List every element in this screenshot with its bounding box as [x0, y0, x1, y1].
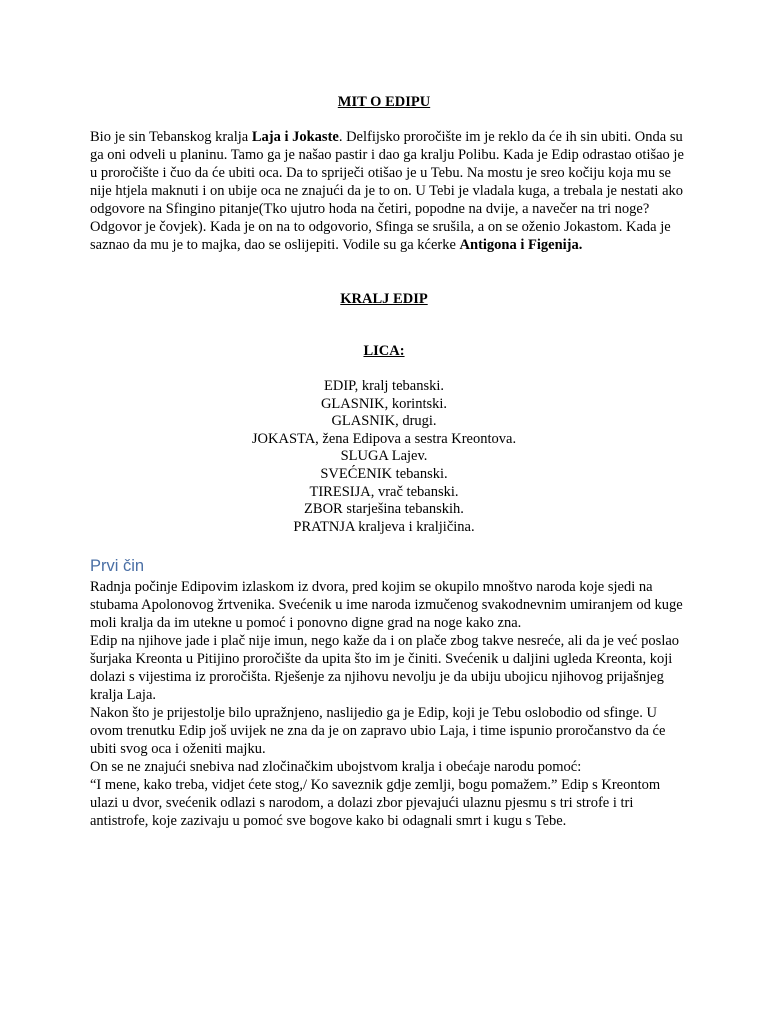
- intro-text-2: . Delfijsko proročište im je reklo da će ih sin ubiti. Onda su ga oni odveli u planinu. Tamo ga je našao pastir i dao ga kralju Polibu. Kada je Edip odrastao otišao je u proročište i čuo da će ubiti oca. Da to spriječi otišao je u Tebu. Na mostu je sreo kočiju koja mu se nije htjela maknuti i on ubije oca ne znajući da je to on. U Tebi je vladala kuga, a trebala je nestati ako odgovore na Sfingino pitanje(Tko ujutro hoda na četiri, popodne na dvije, a navečer na tri noge? Odgovor je čovjek). Kada je on na to odgovorio, Sfinga se srušila, a on se oženio Jokastom. Kada je saznao da mu je to majka, dao se oslijepiti. Vodile su ga kćerke: [90, 129, 684, 253]
- cast-item: GLASNIK, drugi.: [331, 413, 437, 430]
- cast-item: GLASNIK, korintski.: [320, 395, 448, 412]
- intro-bold-parents: Laja i Jokaste: [251, 129, 339, 145]
- act-paragraph: “I mene, kako treba, vidjet ćete stog,/ Ko saveznik gdje zemlji, bogu pomažem.” Edip s Kreontom ulazi u dvor, svećenik odlazi s narodom, a dolazi zbor pjevajući ulaznu pjesmu s tri strofe i tri antistrofe, koje zazivaju u pomoć sve bogove kako bi odagnali smrt i kugu s Tebe.: [90, 777, 661, 829]
- play-heading: KRALJ EDIP: [340, 291, 428, 307]
- intro-text-1: Bio je sin Tebanskog kralja: [90, 129, 252, 145]
- act-heading: Prvi čin: [90, 557, 145, 575]
- cast-item: JOKASTA, žena Edipova a sestra Kreontova.: [251, 430, 517, 447]
- cast-list: [0, 378, 768, 536]
- cast-item: PRATNJA kraljeva i kraljičina.: [293, 518, 475, 535]
- act-paragraph: Nakon što je prijestolje bilo upražnjeno, naslijedio ga je Edip, koji je Tebu oslobodio od sfinge. U ovom trenutku Edip još uvijek ne zna da je on zapravo ubio Laja, i time ispunio proročanstvo da će ubiti svog oca i oženiti majku.: [90, 705, 666, 757]
- cast-item: EDIP, kralj tebanski.: [323, 378, 444, 394]
- cast-item: ZBOR starješina tebanskih.: [304, 501, 464, 518]
- act-paragraph: On se ne znajući snebiva nad zločinačkim ubojstvom kralja i obećaje narodu pomoć:: [90, 759, 582, 775]
- act-paragraph: Edip na njihove jade i plač nije imun, nego kaže da i on plače zbog takve nesreće, ali da je već poslao šurjaka Kreonta u Pitijino proročište da upita što im je činiti. Svećenik u daljini ugleda Kreonta, koji dolazi s vijestima iz proročišta. Rješenje za njihovu nevolju je da ubiju ubojicu njihovog prijašnjeg kralja Laja.: [90, 633, 680, 703]
- cast-heading: LICA:: [363, 343, 405, 359]
- intro-paragraph: [90, 128, 690, 254]
- cast-item: SVEĆENIK tebanski.: [320, 465, 448, 482]
- cast-item: TIRESIJA, vrač tebanski.: [309, 483, 459, 500]
- cast-item: SLUGA Lajev.: [340, 448, 428, 465]
- act-one-text: [90, 578, 690, 830]
- intro-bold-daughters: Antigona i Figenija.: [459, 237, 583, 253]
- myth-heading: MIT O EDIPU: [337, 94, 431, 110]
- act-paragraph: Radnja počinje Edipovim izlaskom iz dvora, pred kojim se okupilo mnoštvo naroda koje sjedi na stubama Apolonovog žrtvenika. Svećenik u ime naroda izmučenog svakodnevnim umiranjem od kuge moli kralja da im utekne u pomoć i ponovno digne grad na noge kako zna.: [90, 579, 683, 631]
